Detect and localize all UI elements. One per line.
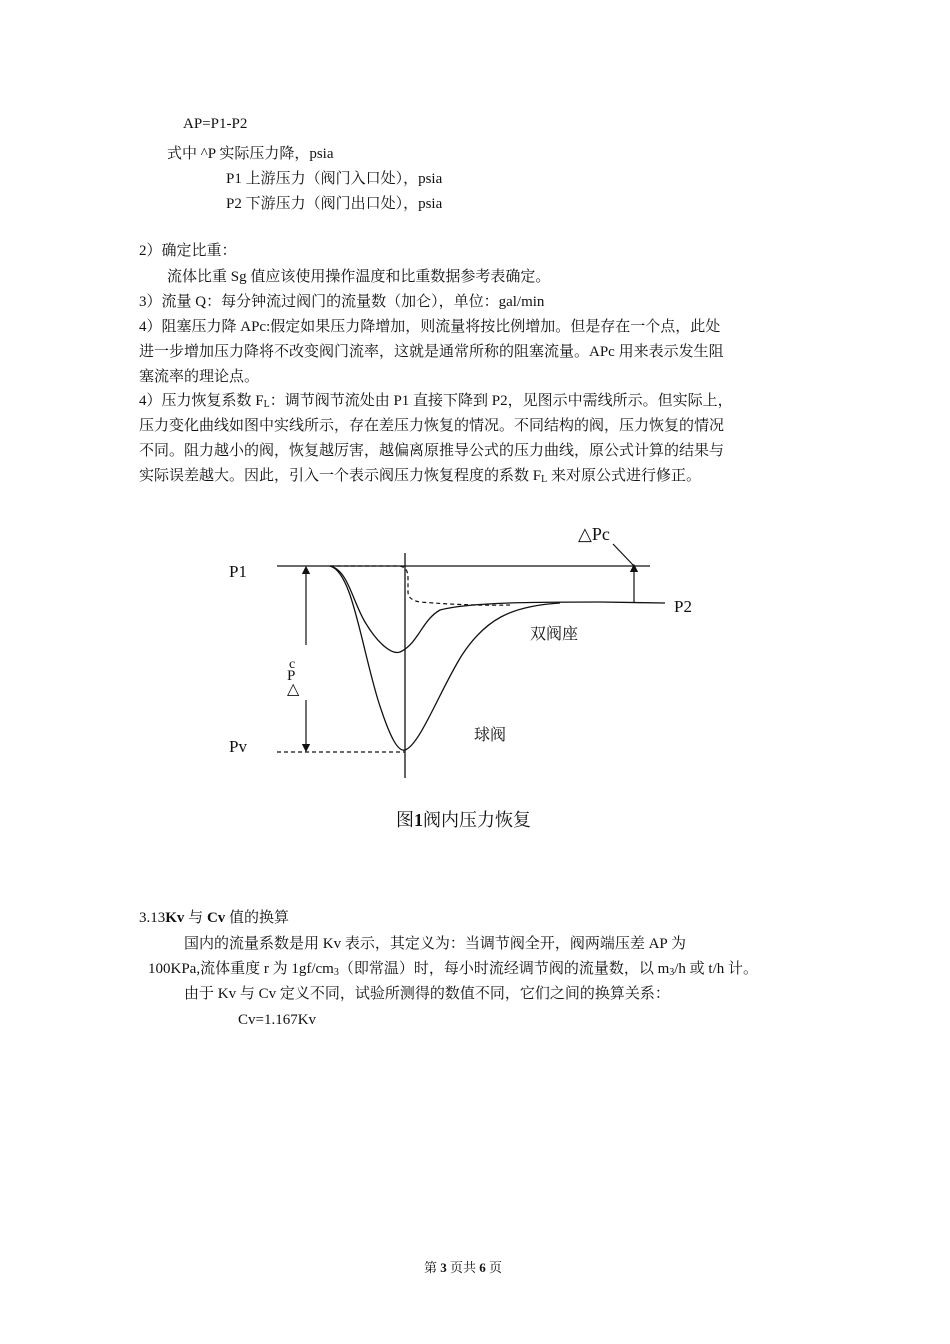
kv-conversion-intro: 由于 Kv 与 Cv 定义不同，试验所测得的数值不同，它们之间的换算关系：: [184, 986, 670, 1002]
label-delta-p-p: P: [287, 668, 296, 684]
section-3-13-heading: [139, 908, 289, 928]
footer-pre: 第: [424, 1260, 441, 1275]
caption-prefix: 图: [396, 810, 414, 830]
heading-cv: Cv: [206, 910, 226, 926]
fl-subscript: L: [263, 399, 270, 410]
label-p2: P2: [674, 597, 692, 616]
section-4b-line-1-post: ：调节阀节流处由 P1 直接下降到 P2，见图示中需线所示。但实际上，: [269, 393, 733, 409]
label-double-seat: 双阀座: [530, 626, 579, 643]
section-4a-line-3: 塞流率的理论点。: [139, 369, 260, 385]
label-globe-valve: 球阀: [474, 727, 507, 744]
m3-subscript: 3: [669, 967, 675, 978]
heading-and: 与: [184, 910, 207, 926]
ideal-pressure-dashed-curve: [330, 566, 510, 605]
section-4b-line-2: 压力变化曲线如图中实线所示，存在差压力恢复的情况。不同结构的阀，压力恢复的情况: [139, 418, 725, 434]
section-4b-line-1: [139, 391, 733, 415]
double-seat-valve-curve: [330, 566, 665, 652]
heading-number: 3.13: [139, 910, 166, 926]
footer-total-pages: 6: [479, 1260, 486, 1275]
kv-cv-formula: Cv=1.167Kv: [238, 1012, 317, 1028]
label-pv: Pv: [229, 737, 247, 756]
kv-definition-line-1: 国内的流量系数是用 Kv 表示，其定义为：当调节阀全开，阀两端压差 AP 为: [184, 936, 686, 952]
globe-valve-curve: [330, 566, 560, 750]
cm3-subscript: 3: [333, 967, 339, 978]
section-4b-line-4: [139, 466, 701, 490]
definition-p1: P1 上游压力（阀门入口处），psia: [226, 171, 443, 187]
formula-delta-p: AP=P1-P2: [183, 116, 248, 132]
section-4a-line-1: 4）阻塞压力降 APc:假定如果压力降增加，则流量将按比例增加。但是存在一个点，此处: [139, 319, 721, 335]
definition-delta-p: 式中 ^P 实际压力降，psia: [167, 146, 334, 162]
section-4b-line-3: 不同。阻力越小的阀，恢复越厉害，越偏离原推导公式的压力曲线，原公式计算的结果与: [139, 443, 725, 459]
fl-subscript: L: [541, 474, 548, 485]
kv-line-2-mid: （即常温）时，每小时流经调节阀的流量数，以 m: [338, 961, 670, 977]
footer-post: 页: [485, 1260, 503, 1275]
footer-page-number: 3: [440, 1260, 447, 1275]
section-3-flow: 3）流量 Q：每分钟流过阀门的流量数（加仑），单位：gal/min: [139, 294, 545, 310]
kv-line-2-post: /h 或 t/h 计。: [674, 961, 759, 977]
section-4b-line-4-pre: 实际误差越大。因此，引入一个表示阀压力恢复程度的系数 F: [139, 468, 542, 484]
heading-kv: Kv: [165, 910, 185, 926]
label-delta-p-c: c: [289, 657, 296, 672]
section-4a-line-2: 进一步增加压力降将不改变阀门流率，这就是通常所称的阻塞流量。APc 用来表示发生阻: [139, 344, 724, 360]
footer-mid: 页共: [446, 1260, 480, 1275]
section-4b-line-4-post: 来对原公式进行修正。: [547, 468, 701, 484]
caption-text: 阀内压力恢复: [423, 810, 531, 830]
page-footer: [424, 1259, 502, 1277]
delta-pc-leader: [613, 544, 634, 566]
label-p1: P1: [229, 562, 247, 581]
label-delta-p-triangle: △: [287, 681, 300, 698]
figure-caption: [396, 808, 531, 832]
caption-number: 1: [414, 810, 423, 830]
kv-line-2-pre: 100KPa,流体重度 r 为 1gf/cm: [148, 961, 334, 977]
section-4b-line-1-pre: 4）压力恢复系数 F: [139, 393, 264, 409]
heading-rest: 值的换算: [225, 910, 290, 926]
section-2-body: 流体比重 Sg 值应该使用操作温度和比重数据参考表确定。: [167, 269, 551, 285]
definition-p2: P2 下游压力（阀门出口处），psia: [226, 196, 443, 212]
section-2-title: 2）确定比重：: [139, 243, 237, 259]
kv-definition-line-2: [148, 959, 758, 983]
label-delta-pc: △Pc: [578, 524, 610, 544]
